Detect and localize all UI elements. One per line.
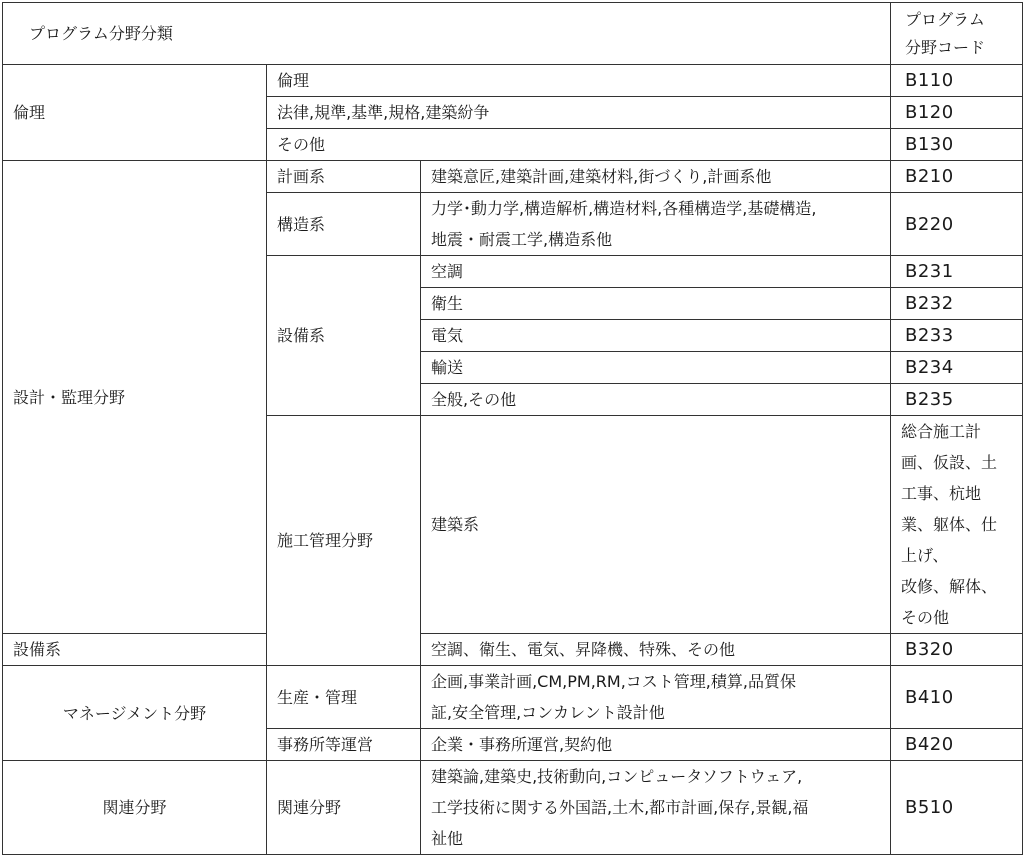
code-cell: B220: [891, 193, 1023, 256]
detail-line: 証,安全管理,コンカレント設計他: [431, 703, 665, 722]
minor-category-cell: 建築系: [421, 416, 891, 634]
major-category-cell: マネージメント分野: [3, 666, 267, 761]
table-row: [3, 161, 1023, 193]
code-cell: B410: [891, 666, 1023, 729]
minor-category-cell: 計画系: [267, 161, 421, 193]
detail-cell: 空調、衛生、電気、昇降機、特殊、その他: [421, 634, 891, 666]
detail-line: 力学･動力学,構造解析,構造材料,各種構造学,基礎構造,: [431, 199, 817, 218]
detail-cell: 空調: [421, 256, 891, 288]
detail-cell: [421, 761, 891, 855]
detail-line: 祉他: [431, 829, 464, 848]
minor-category-cell: 生産・管理: [267, 666, 421, 729]
minor-category-cell: 関連分野: [267, 761, 421, 855]
detail-cell: 輸送: [421, 352, 891, 384]
detail-line: 企画,事業計画,CM,PM,RM,コスト管理,積算,品質保: [431, 672, 796, 691]
code-cell: B210: [891, 161, 1023, 193]
header-category-label: プログラム分野分類: [29, 24, 173, 43]
detail-line: 工学技術に関する外国語,土木,都市計画,保存,景観,福: [431, 798, 809, 817]
detail-cell: 衛生: [421, 288, 891, 320]
code-cell: B110: [891, 65, 1023, 97]
detail-cell: [421, 193, 891, 256]
detail-line: 建築論,建築史,技術動向,コンピュータソフトウェア,: [431, 767, 803, 786]
detail-cell: 企業・事務所運営,契約他: [421, 729, 891, 761]
header-code-cell: [891, 3, 1023, 65]
major-category-cell: 施工管理分野: [267, 416, 421, 666]
header-category-cell: [3, 3, 891, 65]
program-field-classification-table: [2, 2, 1023, 855]
code-cell: B510: [891, 761, 1023, 855]
minor-category-cell: 法律,規準,基準,規格,建築紛争: [267, 97, 891, 129]
major-category-cell: 倫理: [3, 65, 267, 161]
detail-line: 地震・耐震工学,構造系他: [431, 230, 613, 249]
header-code-label-line2: 分野コード: [905, 37, 986, 57]
code-cell: B420: [891, 729, 1023, 761]
major-category-cell: 関連分野: [3, 761, 267, 855]
code-cell: B120: [891, 97, 1023, 129]
table-row: [3, 65, 1023, 97]
code-cell: B231: [891, 256, 1023, 288]
table-row: [3, 634, 1023, 666]
table-row: [3, 666, 1023, 729]
minor-category-cell: 事務所等運営: [267, 729, 421, 761]
code-cell: B235: [891, 384, 1023, 416]
header-row: [3, 3, 1023, 65]
minor-category-cell: 設備系: [3, 634, 267, 666]
detail-cell: 電気: [421, 320, 891, 352]
code-cell: B234: [891, 352, 1023, 384]
major-category-cell: 設計・監理分野: [3, 161, 267, 634]
code-cell: B320: [891, 634, 1023, 666]
detail-cell: [421, 666, 891, 729]
detail-line: 総合施工計画、仮設、土工事、杭地業、躯体、仕上げ、: [901, 422, 998, 565]
code-cell: B130: [891, 129, 1023, 161]
detail-cell: [891, 416, 1023, 634]
minor-category-cell: 倫理: [267, 65, 891, 97]
table-row: [3, 761, 1023, 855]
minor-category-cell: その他: [267, 129, 891, 161]
detail-line: 改修、解体、その他: [901, 577, 998, 627]
minor-category-cell: 設備系: [267, 256, 421, 416]
code-cell: B233: [891, 320, 1023, 352]
detail-cell: 建築意匠,建築計画,建築材料,街づくり,計画系他: [421, 161, 891, 193]
minor-category-cell: 構造系: [267, 193, 421, 256]
header-code-label-line1: プログラム: [905, 9, 985, 29]
detail-cell: 全般,その他: [421, 384, 891, 416]
code-cell: B232: [891, 288, 1023, 320]
